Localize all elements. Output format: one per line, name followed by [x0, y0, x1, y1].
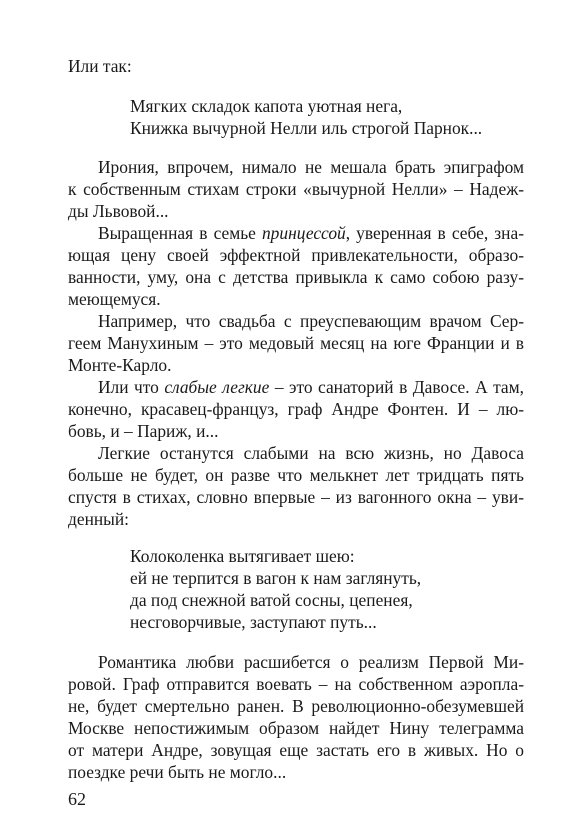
text-line: ванности, уму, она с детства привыкла к само собою разу- — [68, 267, 524, 287]
text-line: к собственным стихам строки «вычурной Нелли» – Надеж- — [68, 179, 524, 199]
text-line: Москве непостижимым образом найдет Нину телеграмма — [68, 718, 524, 738]
poem-line: Книжка вычурной Нелли иль строгой Парнок... — [130, 118, 483, 138]
text-line: Монте-Карло. — [68, 355, 172, 375]
text-line: не, будет смертельно ранен. В революционно-обезумевшей — [68, 696, 524, 716]
poem-line: несговорчивые, заступают путь... — [130, 612, 377, 632]
poem-line: ей не терпится в вагон к нам заглянуть, — [130, 568, 422, 588]
text-line: Романтика любви расшибется о реализм Первой Ми- — [98, 652, 524, 672]
text-line: меющемуся. — [68, 289, 161, 309]
page-number: 62 — [68, 789, 86, 809]
text-line: Например, что свадьба с преуспевающим врачом Сер- — [98, 311, 524, 331]
text-line: геем Манухиным – это медовый месяц на юге Франции и в — [68, 333, 524, 353]
text-line — [98, 377, 524, 398]
poem-line: Колоколенка вытягивает шею: — [130, 546, 355, 566]
text-line: ровой. Граф отправится воевать – на собственном аэропла- — [68, 674, 524, 694]
text-span: Или что — [98, 377, 165, 397]
text-line: ды Львовой... — [68, 201, 169, 221]
text-line: больше не будет, он разве что мелькнет лет тридцать пять — [68, 465, 524, 485]
text-line: бовь, и – Париж, и... — [68, 421, 219, 441]
italic-text: принцессой — [261, 223, 346, 243]
intro-line: Или так: — [68, 56, 132, 76]
text-line: спустя в стихах, словно впервые – из вагонного окна – уви- — [68, 487, 524, 507]
text-line: Ирония, впрочем, нимало не мешала брать эпиграфом — [98, 157, 524, 177]
poem-line: Мягких складок капота уютная нега, — [130, 96, 403, 116]
text-line: Легкие останутся слабыми на всю жизнь, но Давоса — [98, 443, 524, 463]
text-span: Выращенная в семье — [98, 223, 262, 243]
text-span: – это санаторий в Давосе. А там, — [269, 377, 524, 397]
italic-text: слабые легкие — [164, 377, 270, 397]
text-line — [98, 223, 524, 244]
poem-line: да под снежной ватой сосны, цепенея, — [130, 590, 413, 610]
text-line: от матери Андре, зовущая еще застать его в живых. Но о — [68, 740, 524, 760]
text-line: поездке речи быть не могло... — [68, 762, 287, 782]
text-line: ющая цену своей эффектной привлекательности, образо- — [68, 245, 524, 265]
text-line: конечно, красавец-француз, граф Андре Фонтен. И – лю- — [68, 399, 524, 419]
text-span: , уверенная в себе, зна- — [345, 223, 524, 243]
text-line: денный: — [68, 509, 130, 529]
